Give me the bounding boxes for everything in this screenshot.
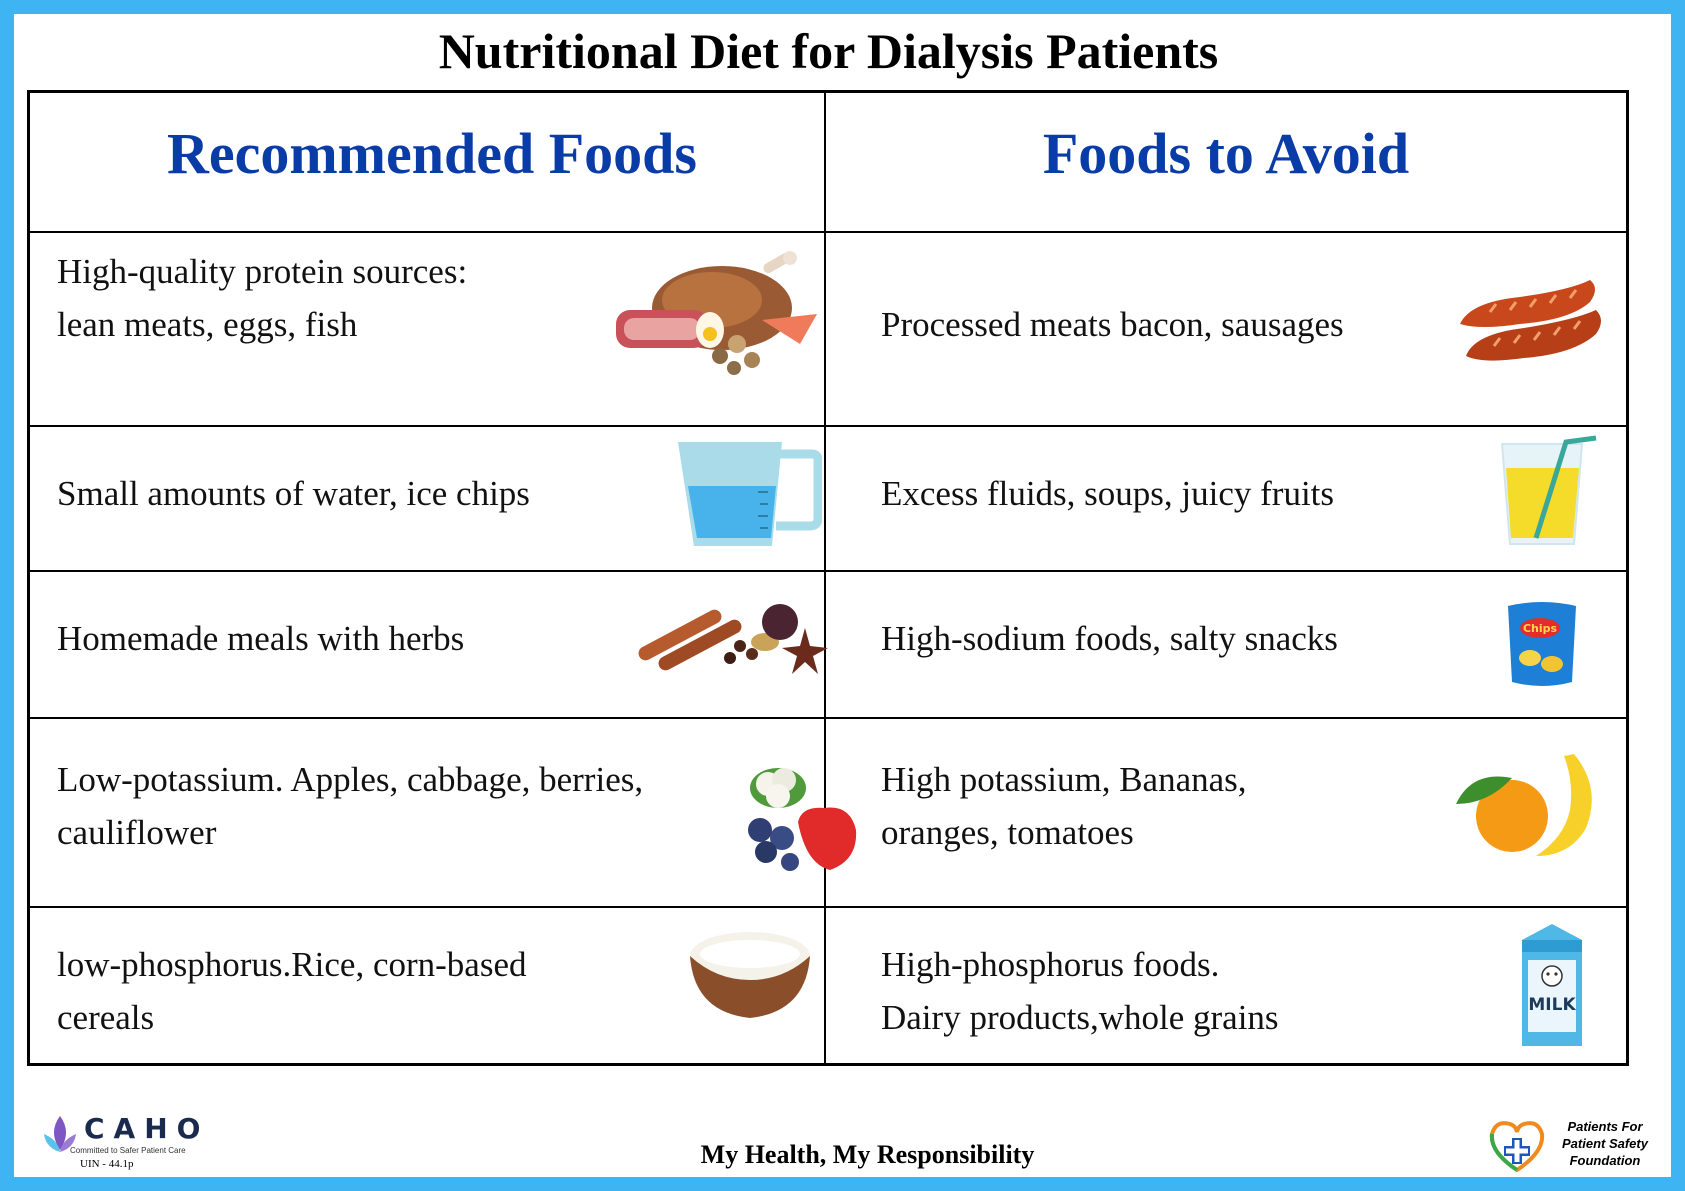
milk-carton-icon (1514, 920, 1590, 1050)
caho-tagline: Committed to Safer Patient Care (70, 1146, 186, 1155)
recommended-cell-low-potassium: Low-potassium. Apples, cabbage, berries, cauliflower (57, 760, 644, 852)
avoid-cell-excess-fluids: Excess fluids, soups, juicy fruits (881, 474, 1335, 513)
caho-name: CAHO (84, 1112, 210, 1145)
avoid-cell-high-sodium: High-sodium foods, salty snacks (881, 619, 1338, 658)
chips-bag-icon (1502, 598, 1582, 690)
sausages-icon (1450, 272, 1610, 382)
rice-bowl-icon (684, 922, 816, 1022)
pfps-name: Patients For Patient Safety Foundation (1562, 1119, 1648, 1168)
avoid-cell-high-phosphorus: High-phosphorus foods. Dairy products,whole grains (881, 945, 1279, 1037)
row-divider (27, 717, 1629, 719)
meat-platter-icon (612, 248, 832, 388)
juice-glass-icon (1494, 428, 1604, 548)
avoid-cell-high-potassium: High potassium, Bananas, oranges, tomatoes (881, 760, 1247, 852)
pfps-heart-logo-icon (1488, 1118, 1546, 1174)
recommended-cell-water: Small amounts of water, ice chips (57, 474, 530, 513)
diet-table (27, 90, 1629, 1066)
row-divider (27, 425, 1629, 427)
row-divider (27, 570, 1629, 572)
row-divider (27, 906, 1629, 908)
chips-label: Chips (1522, 622, 1558, 635)
avoid-cell-processed-meats: Processed meats bacon, sausages (881, 305, 1344, 344)
recommended-foods-heading: Recommended Foods (166, 121, 697, 186)
recommended-cell-protein: High-quality protein sources: lean meats, eggs, fish (57, 252, 468, 344)
row-divider (27, 231, 1629, 233)
spices-icon (630, 588, 830, 678)
milk-label: MILK (1528, 995, 1576, 1015)
recommended-cell-herbs: Homemade meals with herbs (57, 619, 465, 658)
column-divider (824, 90, 826, 1066)
measuring-cup-icon (672, 438, 822, 553)
page-title: Nutritional Diet for Dialysis Patients (438, 23, 1219, 79)
cauliflower-berries-apple-icon (738, 760, 863, 880)
recommended-cell-low-phosphorus: low-phosphorus.Rice, corn-based cereals (57, 945, 527, 1037)
footer-slogan: My Health, My Responsibility (700, 1140, 1035, 1169)
orange-banana-icon (1452, 748, 1612, 863)
uin-code: UIN - 44.1p (80, 1158, 134, 1170)
foods-to-avoid-heading: Foods to Avoid (1042, 121, 1410, 186)
